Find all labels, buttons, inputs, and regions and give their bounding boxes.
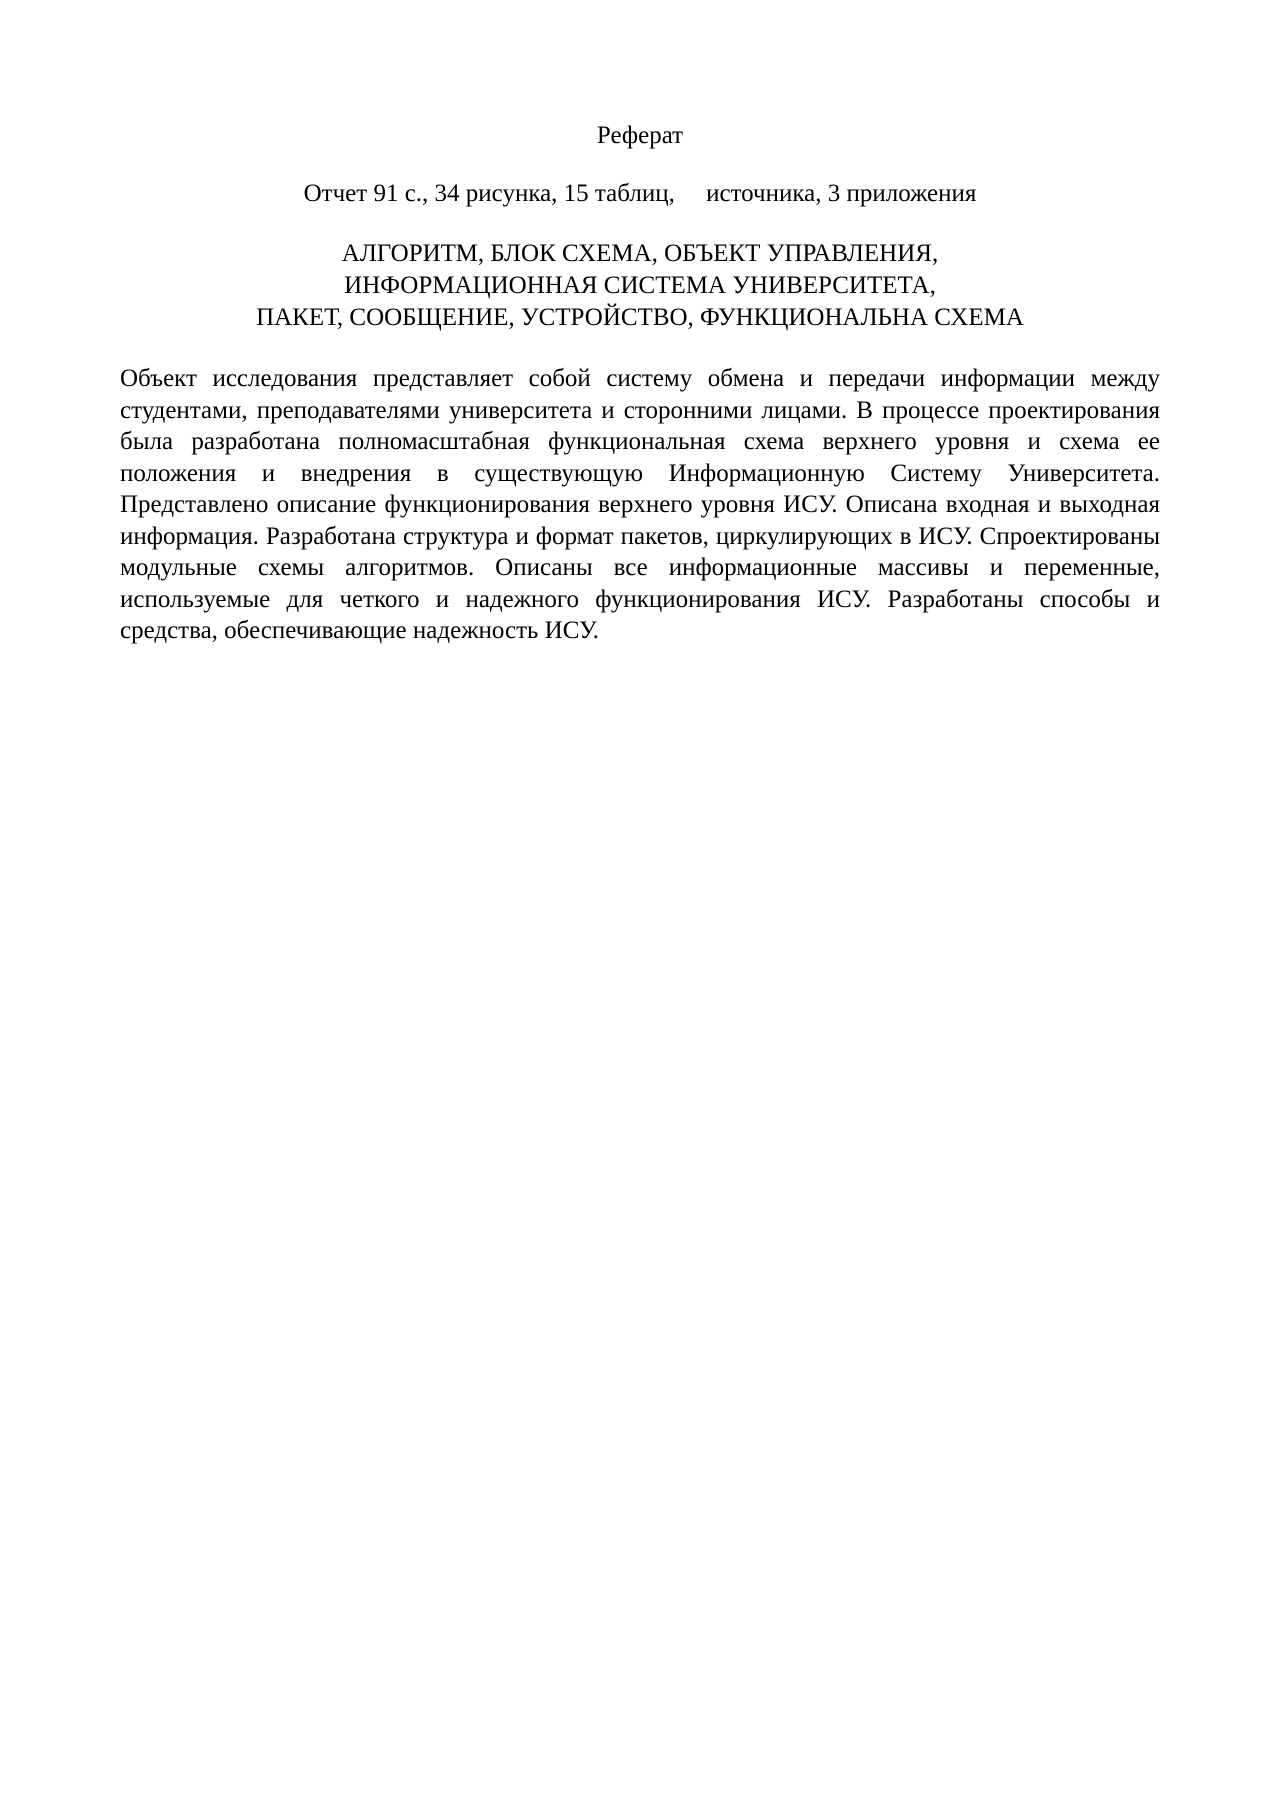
keywords-line: ИНФОРМАЦИОННАЯ СИСТЕМА УНИВЕРСИТЕТА, xyxy=(344,272,936,299)
report-summary: Отчет 91 с., 34 рисунка, 15 таблиц, источника, 3 приложения xyxy=(303,180,977,207)
keywords-line: АЛГОРИТМ, БЛОК СХЕМА, ОБЪЕКТ УПРАВЛЕНИЯ, xyxy=(341,240,939,267)
document-title: Реферат xyxy=(596,122,684,149)
abstract-paragraph: Объект исследования представляет собой систему обмена и передачи информации между студентами, преподавателями университета и сторонними лицами. В процессе проектирования была разработана полномасштабная функциональная схема верхнего уровня и схема ее положения и внедрения в существующую Информационную Систему Университета. Представлено описание функционирования верхнего уровня ИСУ. Описана входная и выходная информация. Разработана структура и формат пакетов, циркулирующих в ИСУ. Спроектированы модульные схемы алгоритмов. Описаны все информационные массивы и переменные, используемые для четкого и надежного функционирования ИСУ. Разработаны способы и средства, обеспечивающие надежность ИСУ. xyxy=(120,365,1160,644)
keywords-block xyxy=(120,238,1160,334)
keywords-line: ПАКЕТ, СООБЩЕНИЕ, УСТРОЙСТВО, ФУНКЦИОНАЛЬНА СХЕМА xyxy=(256,304,1024,331)
